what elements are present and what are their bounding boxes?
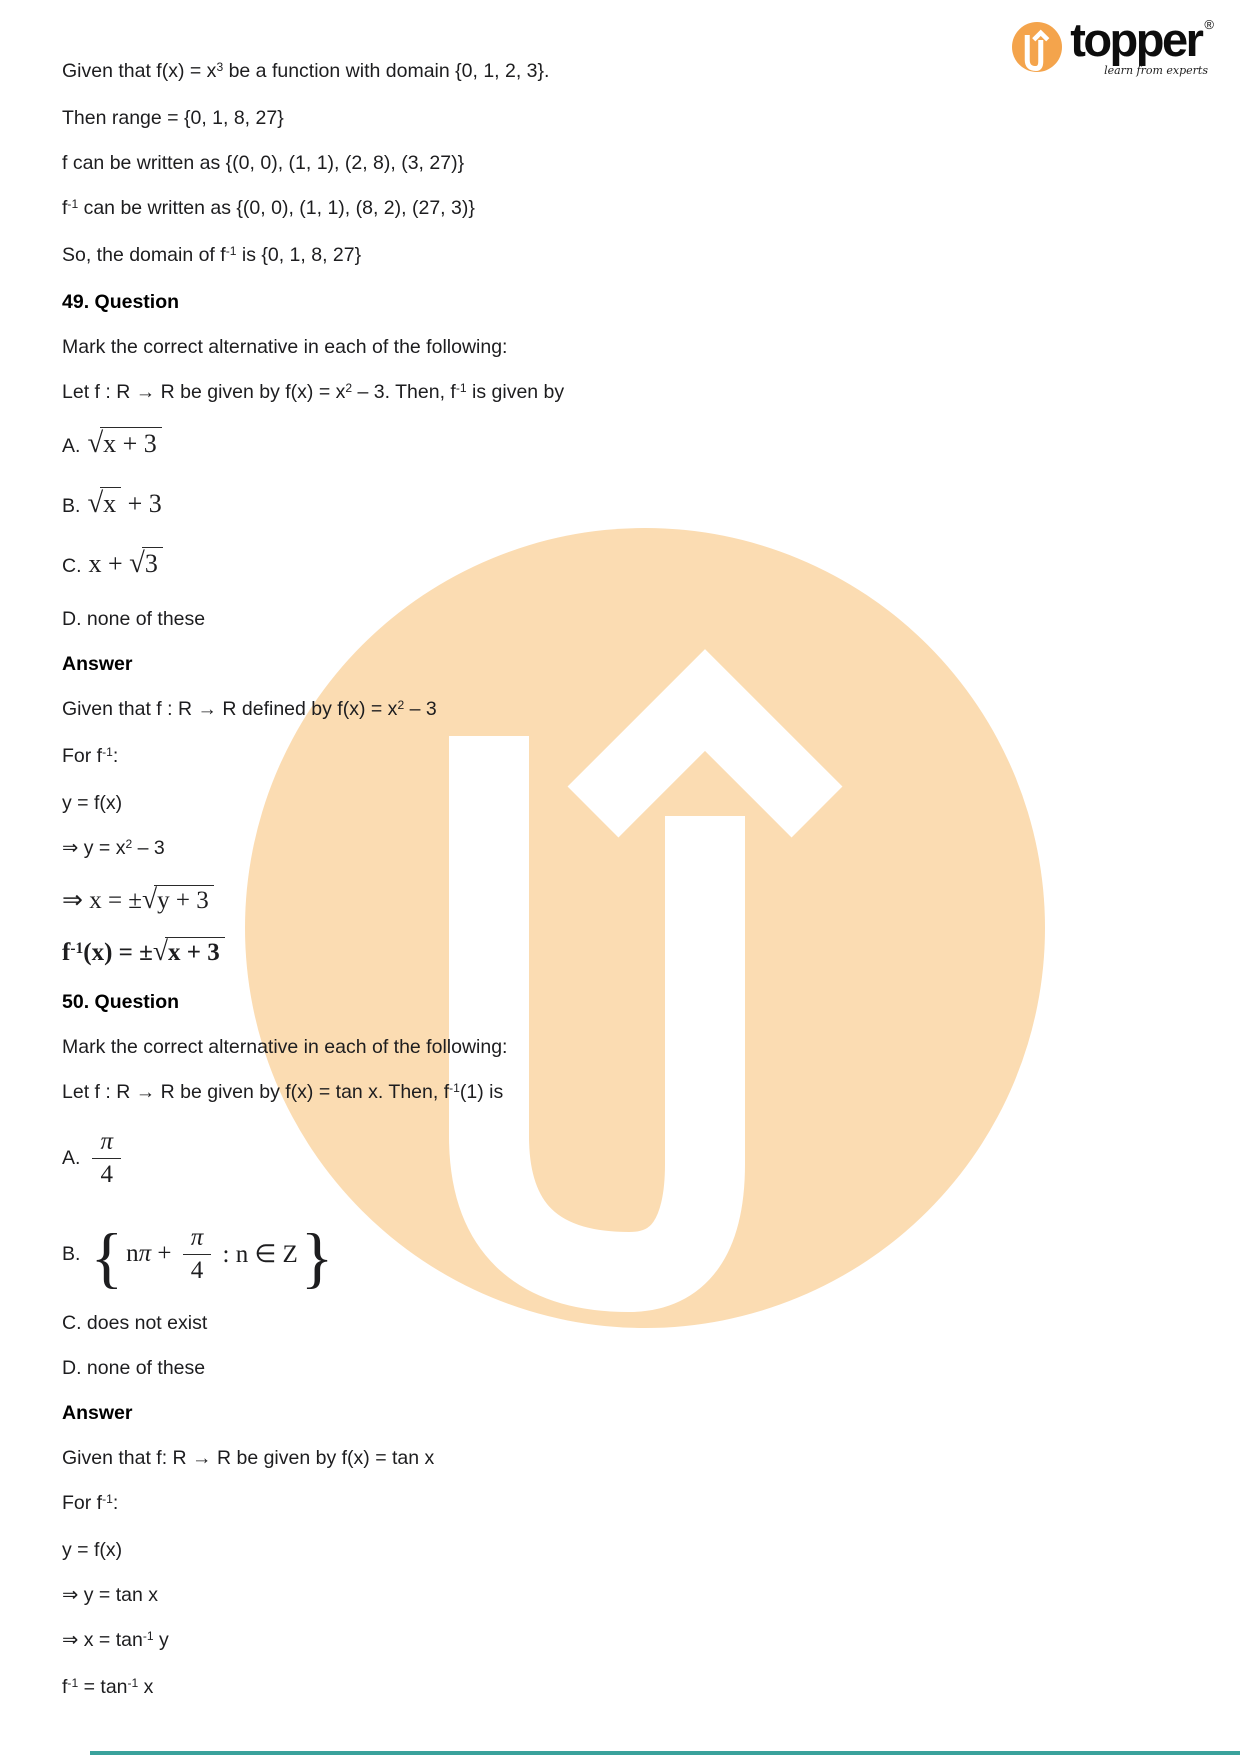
- question-49-heading: [62, 289, 1012, 315]
- question-50-heading: [62, 989, 1012, 1015]
- text-segment: – 3: [132, 837, 165, 859]
- text-segment: ⇒ x = tan: [62, 1629, 143, 1651]
- text-segment: x +: [88, 549, 130, 578]
- radical-sign: √: [129, 548, 145, 579]
- radical-sign: √: [152, 935, 168, 966]
- text-segment: +: [151, 1240, 178, 1267]
- text-segment: is {0, 1, 8, 27}: [236, 244, 362, 266]
- radicand: x + 3: [165, 937, 225, 966]
- radical-expression: [152, 935, 225, 966]
- option-c: [62, 546, 1012, 584]
- solution-line: [62, 242, 1012, 270]
- solution-line: [62, 696, 1012, 724]
- denominator: 4: [190, 1256, 204, 1284]
- option-c: [62, 1310, 1012, 1336]
- text-segment: : n ∈ Z: [216, 1241, 298, 1268]
- text-segment: D. none of these: [62, 1357, 206, 1379]
- radicand: x + 3: [100, 427, 162, 458]
- radicand: 3: [142, 547, 163, 578]
- option-b: B. { n π + $\frac{\pi}{4}$ : n ∈ Z }: [62, 1219, 334, 1295]
- text-segment: (x) = ±: [83, 939, 153, 966]
- text-segment: y = f(x): [62, 1539, 123, 1561]
- text-segment: f: [62, 197, 68, 219]
- answer-heading: [62, 1400, 1012, 1426]
- numerator: π: [92, 1128, 121, 1159]
- superscript: -1: [102, 745, 113, 760]
- solution-formula: [62, 934, 1012, 973]
- text-segment: be a function with domain {0, 1, 2, 3}.: [223, 60, 550, 82]
- superscript: -1: [102, 1492, 113, 1507]
- solution-line: [62, 1490, 1012, 1518]
- registered-mark: ®: [1204, 17, 1214, 32]
- question-text: [62, 1079, 1012, 1107]
- question-text: [62, 334, 1012, 360]
- text-segment: C. does not exist: [62, 1312, 208, 1334]
- text-segment: π: [138, 1240, 152, 1267]
- text-segment: n: [126, 1240, 139, 1267]
- superscript: -1: [127, 1676, 139, 1691]
- text-segment: Mark the correct alternative in each of the following:: [62, 1036, 508, 1058]
- radicand: x: [100, 487, 121, 518]
- answer-heading: [62, 651, 1012, 677]
- text-segment: For f: [62, 1492, 103, 1514]
- superscript: -1: [142, 1629, 154, 1644]
- superscript: 2: [345, 381, 353, 396]
- radical-sign: √: [87, 428, 104, 459]
- radical-expression: [129, 549, 163, 578]
- solution-formula: [62, 882, 1012, 918]
- solution-line: [62, 150, 1012, 176]
- text-segment: :: [112, 745, 119, 767]
- radical-sign: √: [87, 488, 104, 519]
- fraction: [183, 1224, 212, 1285]
- text-segment: f: [62, 939, 71, 966]
- solution-line: [62, 835, 1012, 863]
- text-segment: y = f(x): [62, 792, 123, 814]
- radical-sign: √: [142, 883, 158, 914]
- text-segment: B.: [62, 495, 81, 517]
- question-text: [62, 379, 1012, 407]
- text-segment: ⇒ y = x: [62, 837, 126, 859]
- solution-line: [62, 1627, 1012, 1655]
- u-arrow-logo-icon: [1012, 22, 1062, 72]
- text-segment: – 3: [404, 698, 437, 720]
- superscript: 2: [125, 837, 133, 852]
- solution-line: [62, 1445, 1012, 1471]
- text-segment: B.: [62, 1242, 81, 1265]
- text-segment: – 3. Then, f: [352, 381, 456, 403]
- text-segment: A.: [62, 435, 81, 457]
- solution-line: [62, 195, 1012, 223]
- document-lines: [62, 58, 1012, 1721]
- solution-line: [62, 105, 1012, 131]
- text-segment: D. none of these: [62, 608, 206, 630]
- text-segment: Let f : R → R be given by f(x) = tan x. Then, f: [62, 1081, 450, 1103]
- option-a: [62, 1126, 1012, 1190]
- text-segment: 50. Question: [62, 991, 180, 1013]
- text-segment: y: [153, 1629, 169, 1651]
- text-segment: = tan: [78, 1676, 128, 1698]
- brand-tagline: learn from experts: [1104, 64, 1208, 77]
- superscript: -1: [67, 1676, 79, 1691]
- text-segment: So, the domain of f: [62, 244, 226, 266]
- text-segment: f can be written as {(0, 0), (1, 1), (2, 8), (3, 27)}: [62, 152, 465, 174]
- text-segment: f: [62, 1676, 68, 1698]
- text-segment: :: [112, 1492, 119, 1514]
- radicand: y + 3: [154, 885, 214, 914]
- radical-expression: [87, 429, 161, 458]
- superscript: -1: [70, 939, 84, 957]
- text-segment: Given that f: R → R be given by f(x) = tan x: [62, 1447, 435, 1469]
- text-segment: ⇒ y = tan x: [62, 1584, 159, 1606]
- text-segment: x: [138, 1676, 154, 1698]
- solution-line: [62, 1674, 1012, 1702]
- text-segment: A.: [62, 1146, 81, 1169]
- text-segment: can be written as {(0, 0), (1, 1), (8, 2), (27, 3)}: [78, 197, 475, 219]
- text-segment: Given that f : R → R defined by f(x) = x: [62, 698, 398, 720]
- radical-expression: [142, 883, 214, 914]
- solution-line: [62, 1537, 1012, 1563]
- superscript: -1: [455, 381, 467, 396]
- text-segment: Then range = {0, 1, 8, 27}: [62, 107, 284, 129]
- text-segment: Answer: [62, 1402, 133, 1424]
- text-segment: Mark the correct alternative in each of the following:: [62, 336, 508, 358]
- solution-line: [62, 790, 1012, 816]
- superscript: 3: [216, 60, 224, 75]
- text-segment: Given that f(x) = x: [62, 60, 217, 82]
- text-segment: (1) is: [459, 1081, 504, 1103]
- solution-line: [62, 1582, 1012, 1608]
- numerator: π: [183, 1224, 212, 1255]
- superscript: -1: [449, 1081, 460, 1096]
- superscript: -1: [67, 197, 79, 212]
- option-d: [62, 606, 1012, 632]
- option-a: [62, 426, 1012, 464]
- question-text: [62, 1034, 1012, 1060]
- text-segment: + 3: [121, 489, 162, 518]
- text-segment: For f: [62, 745, 103, 767]
- fraction: [92, 1128, 121, 1189]
- brand-text-block: [1070, 13, 1214, 77]
- text-segment: Let f : R → R be given by f(x) = x: [62, 381, 346, 403]
- solution-line: [62, 743, 1012, 771]
- text-segment: ⇒ x = ±: [62, 887, 143, 914]
- text-segment: is given by: [466, 381, 565, 403]
- brand-logo: [1012, 13, 1214, 77]
- denominator: 4: [100, 1160, 113, 1188]
- option-b: [62, 486, 1012, 524]
- radical-expression: [87, 489, 121, 518]
- brand-name: topper: [1070, 13, 1202, 66]
- text-segment: C.: [62, 555, 82, 577]
- superscript: -1: [225, 244, 237, 259]
- text-segment: 49. Question: [62, 291, 180, 313]
- page-edge-rule: [90, 1751, 1240, 1755]
- superscript: 2: [397, 698, 405, 713]
- text-segment: Answer: [62, 653, 133, 675]
- solution-line: [62, 58, 1012, 86]
- option-d: [62, 1355, 1012, 1381]
